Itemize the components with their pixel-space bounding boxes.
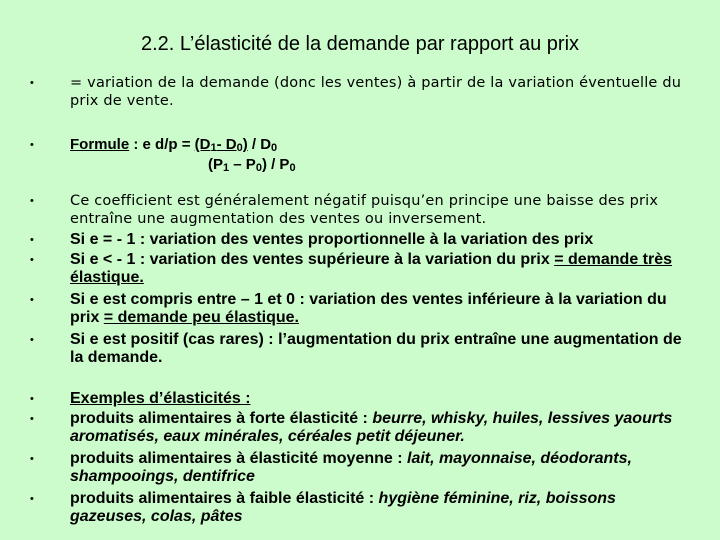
case-1-text: Si e = - 1 : variation des ventes proportionnelle à la variation des prix <box>70 231 594 248</box>
example-1-label: produits alimentaires à forte élasticité : <box>70 410 373 427</box>
example-3-items: hygiène féminine, riz, boissons gazeuses, colas, pâtes <box>70 490 616 525</box>
bullet-dot: • <box>30 294 34 306</box>
example-3-text <box>70 490 690 526</box>
bullet-dot: • <box>30 254 34 266</box>
bullet-dot: • <box>30 453 34 465</box>
bullet-dot: • <box>30 234 34 246</box>
num-sub1: 1 <box>210 142 217 154</box>
formula-label: Formule <box>70 136 130 153</box>
bullet-dot: • <box>30 77 34 89</box>
formula-numerator <box>195 136 248 153</box>
case-3-conclusion: = demande peu élastique. <box>103 309 299 326</box>
case-3-text <box>70 291 690 327</box>
example-2-items: lait, mayonnaise, déodorants, shampooings, dentifrice <box>70 450 632 485</box>
num-open: (D <box>194 136 211 153</box>
examples-heading: Exemples d’élasticités : <box>70 390 251 407</box>
coefficient-text: Ce coefficient est généralement négatif puisqu’en principe une baisse des prix entraîne une augmentation des ventes ou inversement. <box>70 193 659 227</box>
slide-title: 2.2. L’élasticité de la demande par rapport au prix <box>140 33 580 55</box>
den-tail-sub: 0 <box>289 162 296 174</box>
example-1-items: beurre, whisky, huiles, lessives yaourts aromatisés, eaux minérales, céréales petit déjeuner. <box>70 410 673 445</box>
num-tail-sub: 0 <box>271 142 278 154</box>
case-2-conclusion: = demande très élastique. <box>70 251 673 286</box>
num-mid: - D <box>216 136 237 153</box>
case-3-main: Si e est compris entre – 1 et 0 : variation des ventes inférieure à la variation du prix <box>70 291 667 326</box>
case-2-text <box>70 251 690 287</box>
num-sub0: 0 <box>236 142 243 154</box>
definition-text: = variation de la demande (donc les ventes) à partir de la variation éventuelle du prix de vente. <box>70 75 682 109</box>
den-mid: – P <box>229 156 256 173</box>
example-2-label: produits alimentaires à élasticité moyenne : <box>70 450 407 467</box>
example-2-text <box>70 450 690 486</box>
formula-sep: : e d/p = <box>129 136 195 153</box>
example-1-text <box>70 410 690 446</box>
den-close: ) / P <box>261 156 290 173</box>
den-open: (P <box>208 156 223 173</box>
num-tail: / D <box>247 136 272 153</box>
formula-line <box>70 136 690 157</box>
example-3-label: produits alimentaires à faible élasticité : <box>70 490 379 507</box>
den-sub1: 1 <box>223 162 230 174</box>
bullet-dot: • <box>30 413 34 425</box>
bullet-dot: • <box>30 195 34 207</box>
num-close: ) <box>242 136 248 153</box>
bullet-dot: • <box>30 393 34 405</box>
formula-denominator <box>208 156 296 174</box>
case-4-text: Si e est positif (cas rares) : l’augmentation du prix entraîne une augmentation de la demande. <box>70 331 682 366</box>
bullet-dot: • <box>30 334 34 346</box>
bullet-dot: • <box>30 493 34 505</box>
den-sub0: 0 <box>255 162 262 174</box>
case-2-main: Si e < - 1 : variation des ventes supérieure à la variation du prix <box>70 251 555 268</box>
bullet-dot: • <box>30 139 34 151</box>
